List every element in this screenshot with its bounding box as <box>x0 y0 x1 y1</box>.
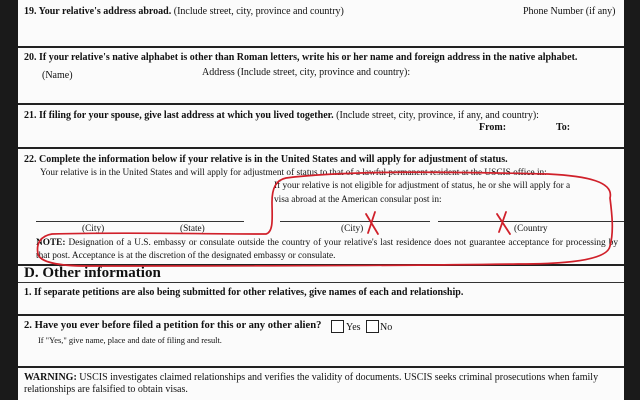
divider-19 <box>18 46 624 48</box>
yes-label: Yes <box>346 322 361 333</box>
section-d-q2-label: 2. Have you ever before filed a petition for this or any other alien? <box>24 320 322 331</box>
divider-d1 <box>18 314 624 316</box>
warning-text: USCIS investigates claimed relationships and verifies the validity of documents. USCIS seeks criminal prosecutions when family relationships are falsified to obtain visas. <box>24 372 599 395</box>
q19-hint: (Include street, city, province and country) <box>173 6 344 17</box>
q20-label: 20. If your relative's native alphabet is other than Roman letters, write his or her name and foreign address in the native alphabet. <box>24 52 578 63</box>
q22-label: 22. Complete the information below if your relative is in the United States and will apply for adjustment of status. <box>24 154 508 165</box>
consular-city-field[interactable] <box>280 221 430 222</box>
q21-hint: (Include street, city, province, if any, and country): <box>336 110 539 121</box>
q21-from-label: From: <box>479 122 507 133</box>
uscis-office-field[interactable] <box>36 221 244 222</box>
q22-uscis-line: Your relative is in the United States and will apply for adjustment of status to that of a lawful permanent resident at the USCIS office in: <box>40 168 547 178</box>
warning-paragraph <box>24 372 604 396</box>
section-d-underline <box>18 282 624 283</box>
q19-label: 19. Your relative's address abroad. <box>24 6 172 17</box>
section-d-title: D. Other information <box>24 265 161 281</box>
q22-note <box>36 237 618 262</box>
section-d-q1-label: 1. If separate petitions are also being submitted for other relatives, give names of each and relationship. <box>24 287 464 298</box>
yes-checkbox[interactable] <box>331 320 344 333</box>
red-x-mark-city <box>366 212 378 234</box>
red-x-mark-country <box>497 212 510 234</box>
section-d-q2-hint: If "Yes," give name, place and date of filing and result. <box>38 336 222 345</box>
q20-address-label: Address (Include street, city, province and country): <box>202 67 411 78</box>
note-text: Designation of a U.S. embassy or consulate outside the country of your relative's last residence does not guarantee acceptance for processing by that post. Acceptance is at the discretion of the designated embassy or consulate. <box>36 238 618 261</box>
divider-d2 <box>18 366 624 368</box>
divider-20 <box>18 103 624 105</box>
warning-label: WARNING: <box>24 372 77 383</box>
q21-row <box>24 110 539 121</box>
q22-alt-line1: If your relative is not eligible for adjustment of status, he or she will apply for a <box>274 181 571 191</box>
q20-name-label: (Name) <box>42 70 73 81</box>
form-page <box>18 0 624 400</box>
city-caption: (City) <box>82 224 105 234</box>
no-checkbox[interactable] <box>366 320 379 333</box>
note-label: NOTE: <box>36 238 66 248</box>
q21-to-label: To: <box>556 122 571 133</box>
q19-row <box>24 6 344 17</box>
consular-country-field[interactable] <box>438 221 624 222</box>
city2-caption: (City) <box>341 224 364 234</box>
state-caption: (State) <box>180 224 205 234</box>
q22-alt-line2: visa abroad at the American consular post in: <box>274 195 442 205</box>
country-caption: (Country <box>514 224 548 234</box>
q21-label: 21. If filing for your spouse, give last address at which you lived together. <box>24 110 334 121</box>
divider-21 <box>18 147 624 149</box>
q19-phone-label: Phone Number (if any) <box>523 6 616 17</box>
no-label: No <box>380 322 393 333</box>
